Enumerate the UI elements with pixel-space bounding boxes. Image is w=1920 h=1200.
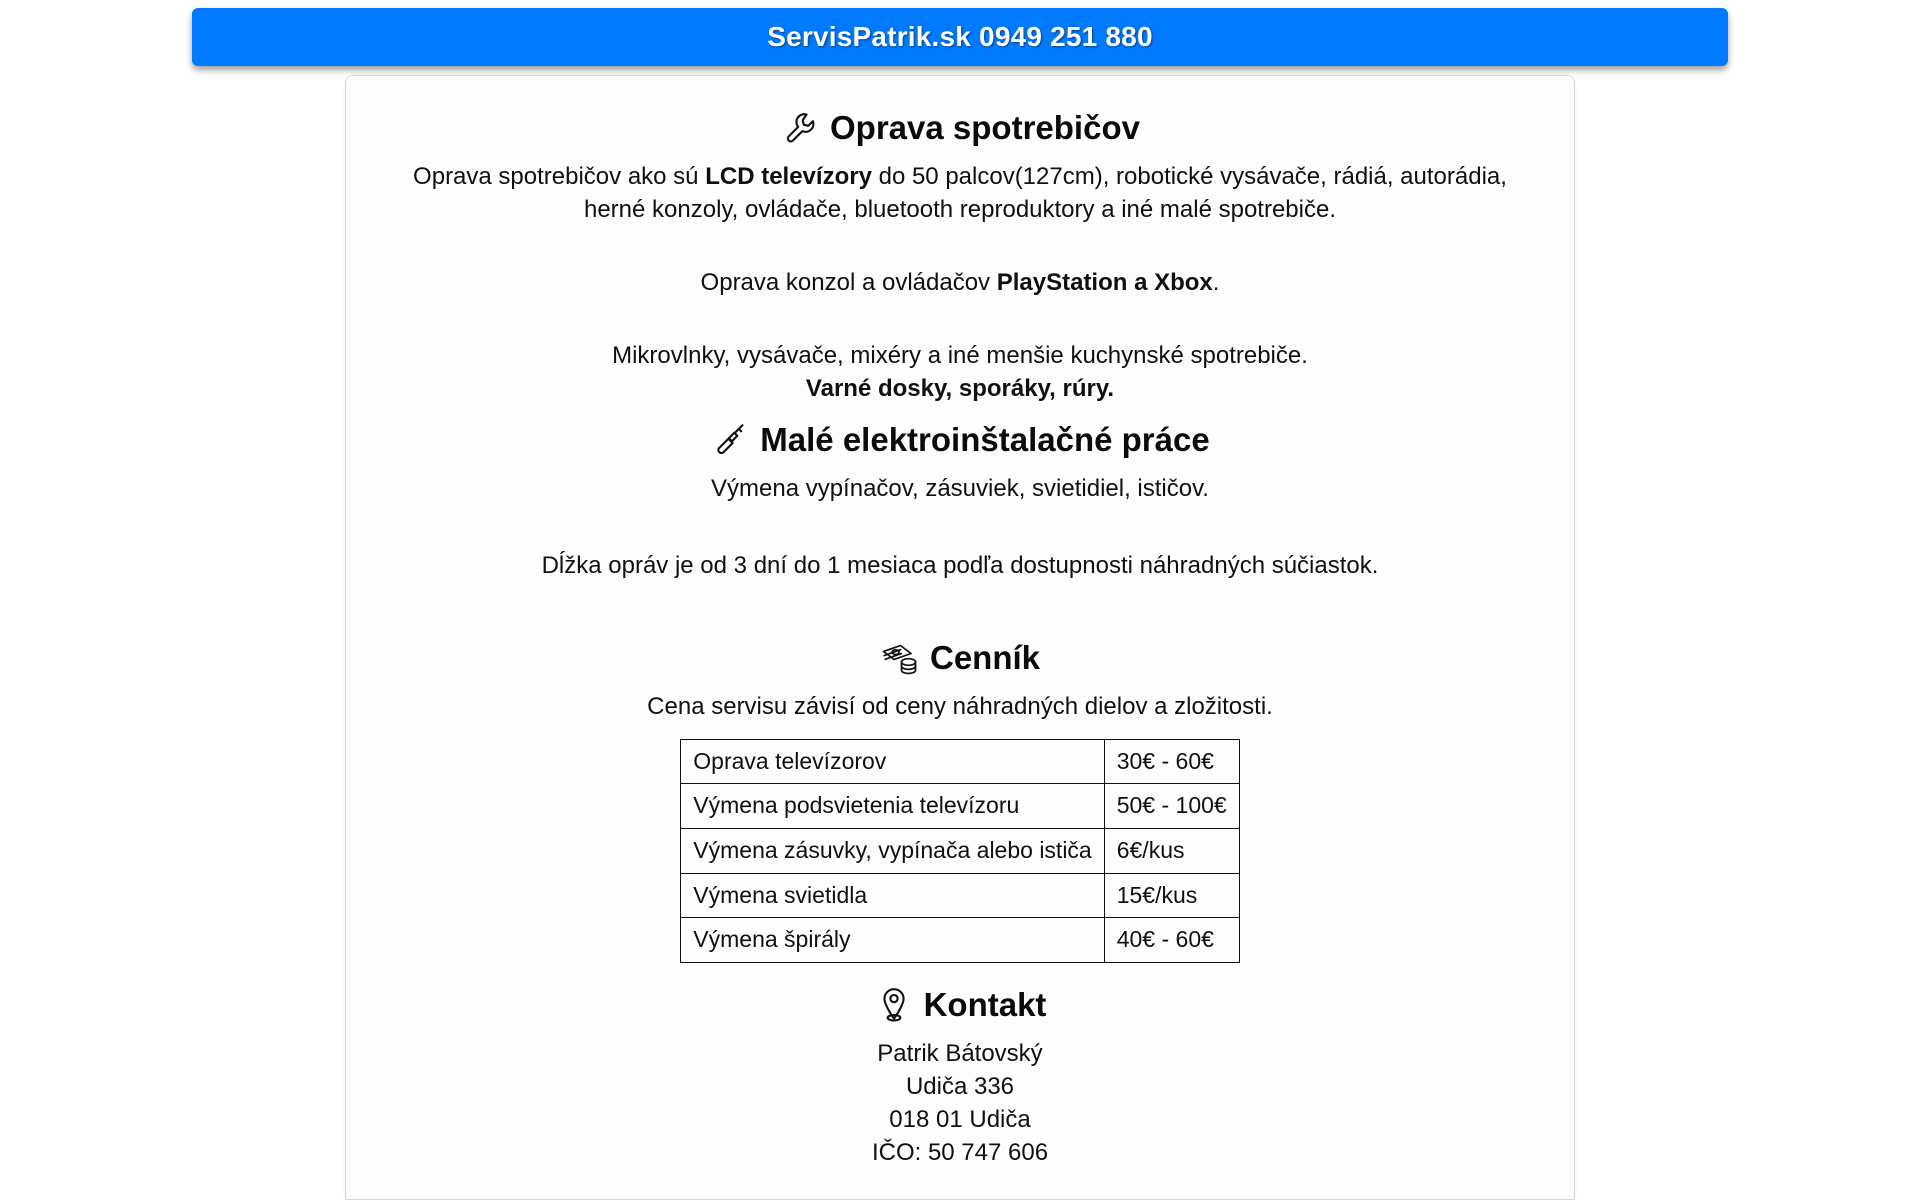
price-table xyxy=(680,739,1239,963)
site-header-banner xyxy=(192,8,1728,66)
contact-city: 018 01 Udiča xyxy=(889,1106,1031,1134)
price-value: 30€ - 60€ xyxy=(1104,739,1239,784)
price-service-name: Výmena podsvietenia televízoru xyxy=(681,784,1104,829)
price-value: 15€/kus xyxy=(1104,873,1239,918)
price-service-name: Výmena špirály xyxy=(681,918,1104,963)
price-value: 50€ - 100€ xyxy=(1104,784,1239,829)
table-row xyxy=(681,918,1239,963)
heading-contact-label: Kontakt xyxy=(923,985,1047,1023)
table-row xyxy=(681,739,1239,784)
price-service-name: Výmena svietidla xyxy=(681,873,1104,918)
heading-electrical-label: Malé elektroinštalačné práce xyxy=(760,420,1210,458)
money-icon xyxy=(880,638,920,678)
price-service-name: Výmena zásuvky, vypínača alebo ističa xyxy=(681,829,1104,874)
repairs-kitchen-bold-line: Varné dosky, sporáky, rúry. xyxy=(805,375,1115,403)
contact-name: Patrik Bátovský xyxy=(877,1039,1043,1067)
contact-ico: IČO: 50 747 606 xyxy=(871,1139,1049,1167)
heading-electrical xyxy=(380,420,1540,460)
heading-pricing xyxy=(380,638,1540,678)
contact-details xyxy=(380,1037,1540,1169)
price-value: 6€/kus xyxy=(1104,829,1239,874)
table-row xyxy=(681,873,1239,918)
table-row xyxy=(681,784,1239,829)
heading-contact xyxy=(380,985,1540,1025)
repairs-intro-part2: do 50 palcov(127cm), robotické vysávače, rádiá, autorádia, herné konzoly, ovládače, bluetooth reproduktory a iné malé spotrebiče. xyxy=(583,163,1507,224)
contact-street: Udiča 336 xyxy=(905,1072,1015,1100)
location-pin-icon xyxy=(874,985,914,1025)
price-service-name: Oprava televízorov xyxy=(681,739,1104,784)
electrical-line2: Dĺžka opráv je od 3 dní do 1 mesiaca podľa dostupnosti náhradných súčiastok. xyxy=(541,551,1379,579)
consoles-part1: Oprava konzol a ovládačov xyxy=(700,269,997,297)
repairs-intro-bold: LCD televízory xyxy=(705,163,872,190)
electrical-line1: Výmena vypínačov, zásuviek, svietidiel, ističov. xyxy=(711,474,1209,502)
price-table-body xyxy=(681,739,1239,962)
price-value: 40€ - 60€ xyxy=(1104,918,1239,963)
content-card xyxy=(345,75,1575,1200)
table-row xyxy=(681,829,1239,874)
repairs-consoles-paragraph xyxy=(380,266,1540,299)
wrench-icon xyxy=(780,108,820,148)
site-title: ServisPatrik.sk 0949 251 880 xyxy=(767,21,1153,52)
heading-repairs xyxy=(380,108,1540,148)
pricing-note: Cena servisu závisí od ceny náhradných dielov a zložitosti. xyxy=(647,692,1273,720)
consoles-bold: PlayStation a Xbox xyxy=(996,269,1213,297)
heading-pricing-label: Cenník xyxy=(929,638,1041,676)
consoles-part2: . xyxy=(1212,269,1220,297)
repairs-intro-paragraph xyxy=(380,160,1540,226)
heading-repairs-label: Oprava spotrebičov xyxy=(830,109,1140,147)
repairs-kitchen-line: Mikrovlnky, vysávače, mixéry a iné menšie kuchynské spotrebiče. xyxy=(612,342,1308,370)
price-table-wrapper xyxy=(380,739,1540,963)
repairs-intro-part1: Oprava spotrebičov ako sú xyxy=(413,163,706,190)
screwdriver-icon xyxy=(710,420,750,460)
